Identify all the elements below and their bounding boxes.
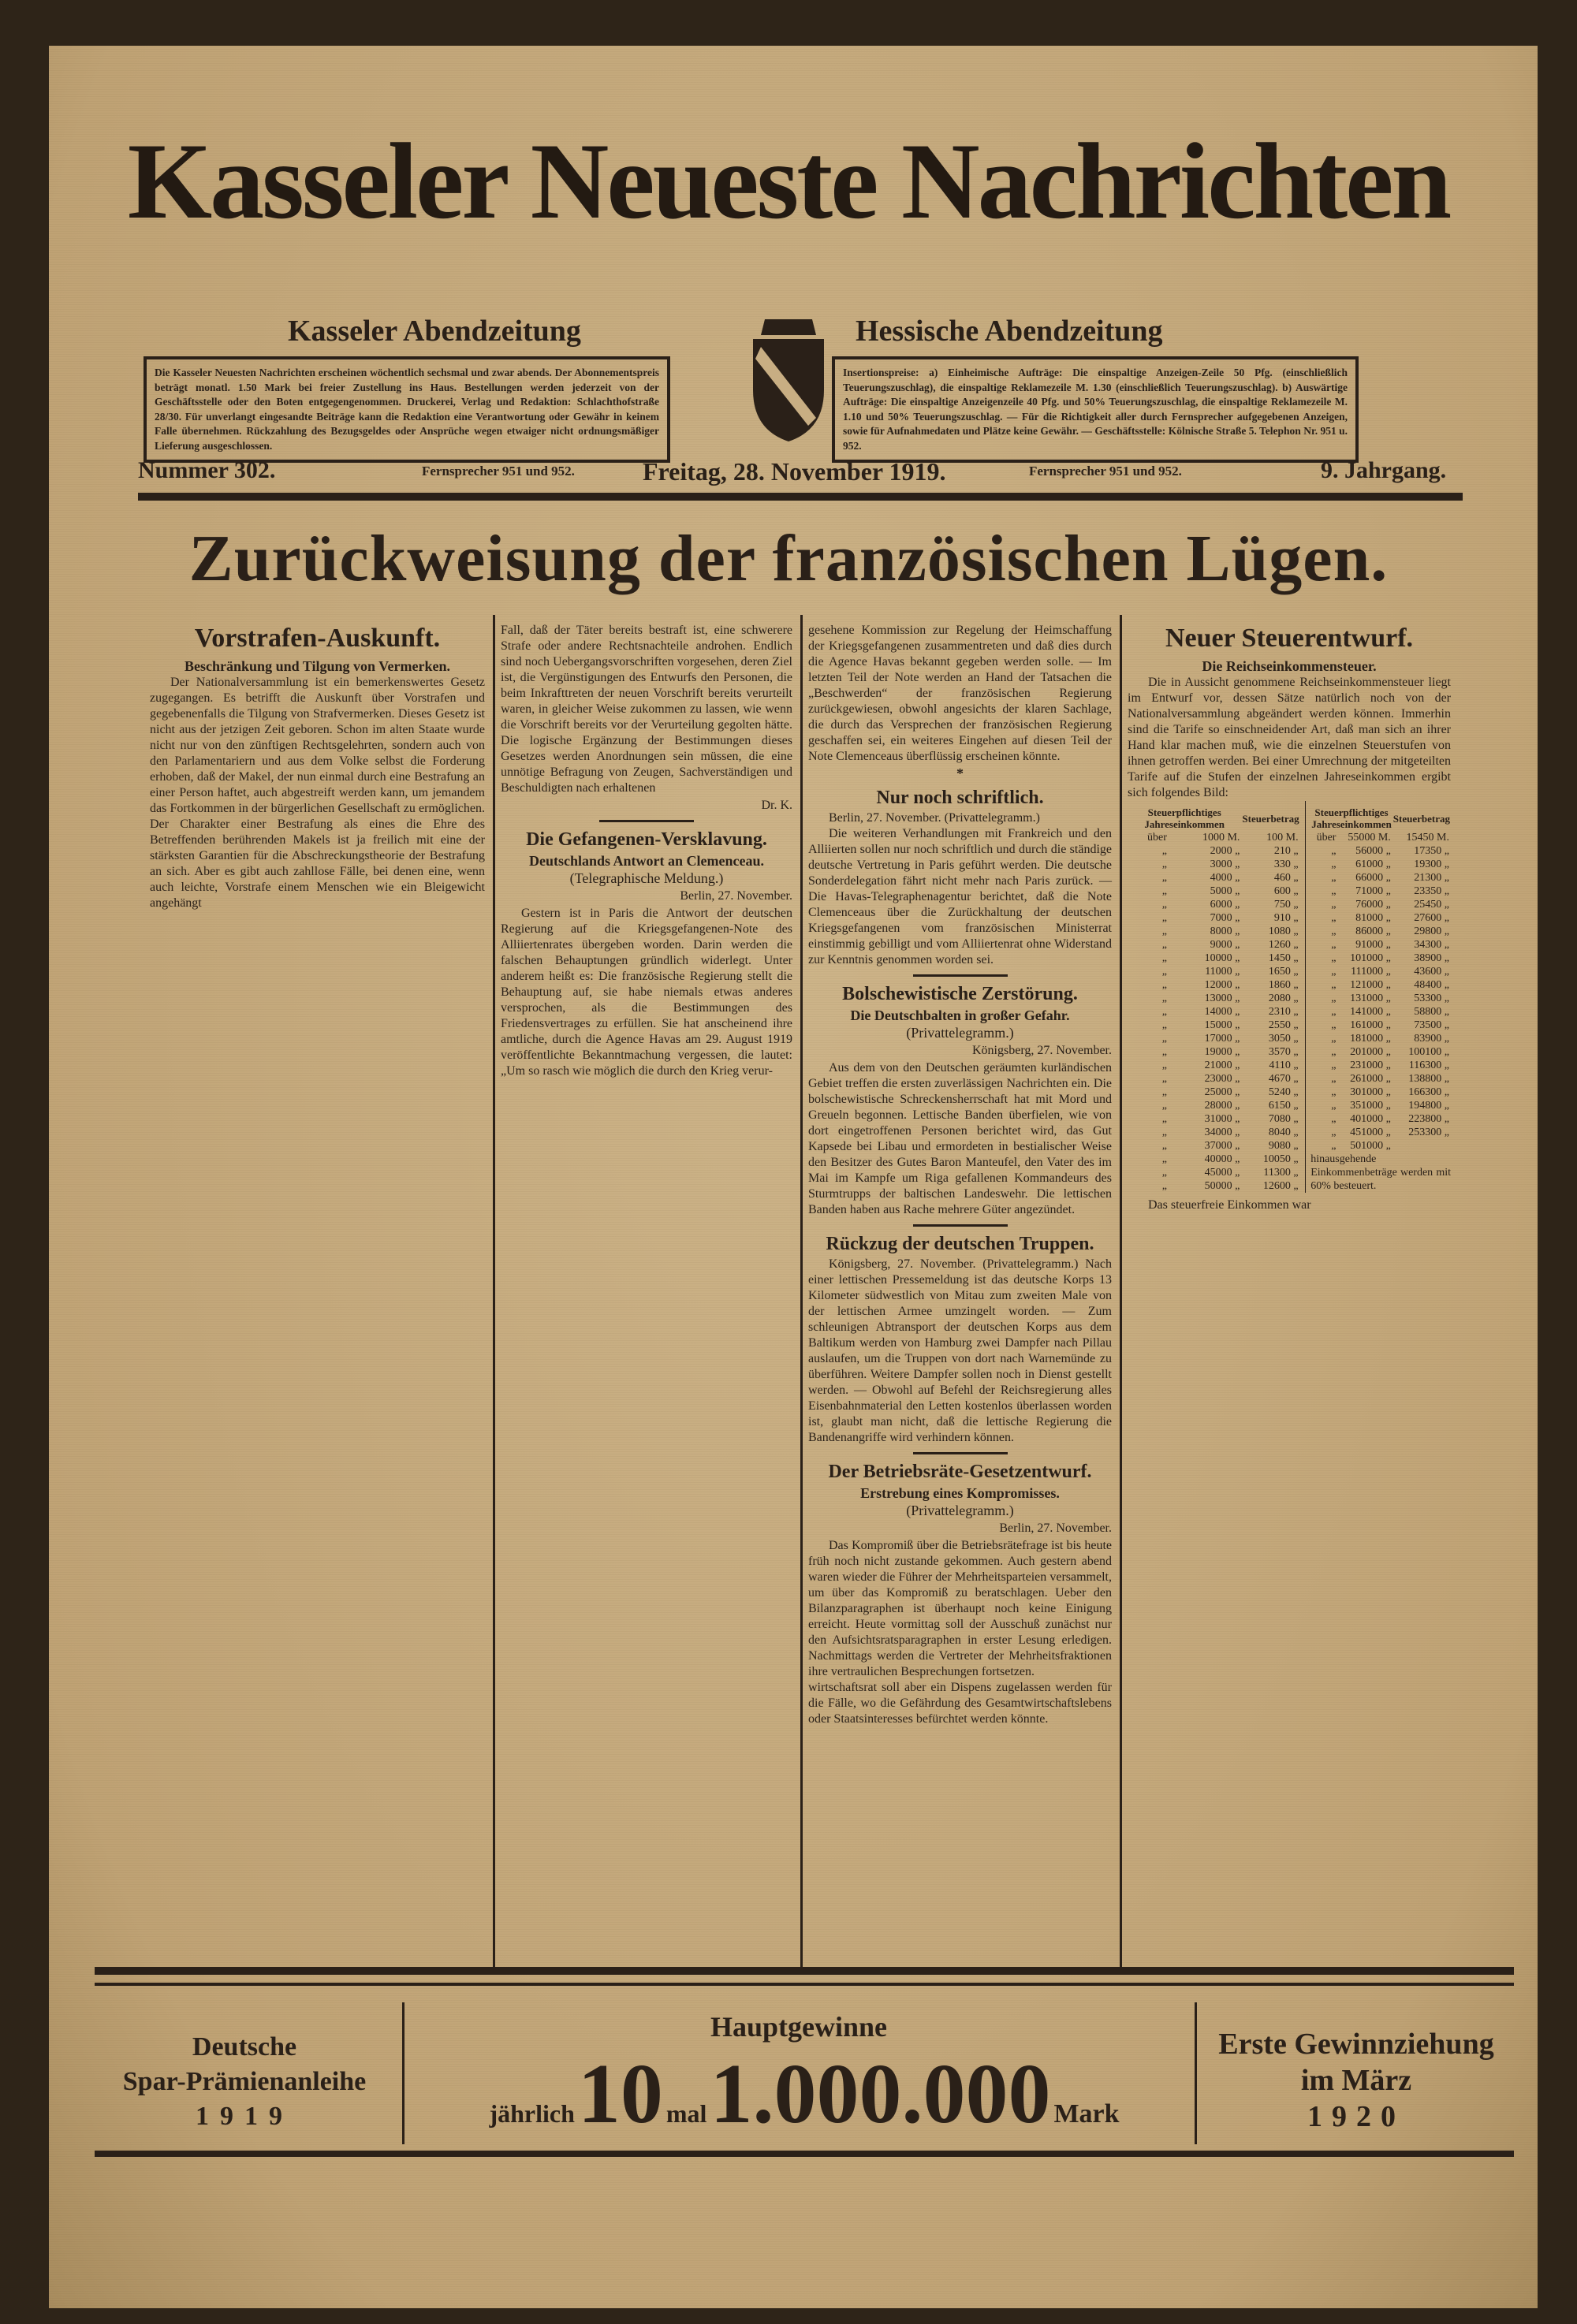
taxable-income: 15000 „ <box>1204 1019 1240 1031</box>
table-row <box>1310 1032 1451 1045</box>
taxable-income: 131000 „ <box>1350 993 1391 1004</box>
article-title: Bolschewistische Zerstörung. <box>842 984 1078 1004</box>
tax-amount: 10050 „ <box>1262 1153 1299 1165</box>
taxable-income: 21000 „ <box>1204 1060 1240 1071</box>
table-header: Steuerbetrag <box>1392 812 1450 825</box>
taxable-income: 40000 „ <box>1204 1153 1240 1165</box>
taxable-income: 86000 „ <box>1355 926 1391 937</box>
row-prefix: „ <box>1161 912 1167 924</box>
ad-text: Mark <box>1053 2099 1120 2128</box>
row-prefix: „ <box>1161 993 1167 1004</box>
article-body: Gestern ist in Paris die Antwort der deutschen Regierung auf die Kriegsgefangenen-Note des Alliiertenrates übergeben worden. Darin werden die falschen Behauptungen gründlich widerlegt. Unter anderem heißt es: Die französische Regierung stellt die Behauptung auf, sie habe niemals etwas anderes versprochen, als die Bestimmungen des Friedensvertrages zu erfüllen. Sie hat anscheinend ihre amtliche, durch die Agence Havas am 29. August 1919 veröffentlichte Bekanntmachung vergessen, die lautet: „Um so rasch wie möglich die durch den Krieg verur- <box>501 907 792 1078</box>
row-prefix: „ <box>1161 858 1167 870</box>
row-prefix: „ <box>1161 1100 1167 1112</box>
taxable-income: 31000 „ <box>1204 1113 1240 1125</box>
taxable-income: 201000 „ <box>1350 1046 1391 1058</box>
column-divider <box>800 615 803 1967</box>
masthead-title: Kasseler Neueste Nachrichten <box>127 121 1450 241</box>
subscription-info-box: Die Kasseler Neuesten Nachrichten erscheinen wöchentlich sechsmal und zwar abends. Der Abonnementspreis beträgt monatl. 1.50 Mark bei freier Zustellung ins Haus. Bestellungen werden jederzeit von der Geschäftsstelle oder den Boten entgegengenommen. Druckerei, Verlag und Redaktion: Schlachthofstraße 28/30. Für unverlangt eingesandte Beiträge kann die Redaktion eine Verantwortung oder Gewähr in keinem Falle übernehmen. Rückzahlung des Bezugsgeldes oder Ansprüche wegen etwaiger nicht ordnungsmäßiger Lieferung ausgeschlossen. <box>144 356 670 463</box>
row-prefix: „ <box>1331 845 1337 857</box>
tax-amount: 34300 „ <box>1414 939 1449 951</box>
row-prefix: „ <box>1331 1033 1337 1045</box>
row-prefix: „ <box>1331 1100 1337 1112</box>
row-prefix: „ <box>1331 899 1337 911</box>
table-row <box>1310 885 1451 898</box>
phone-numbers-right: Fernsprecher 951 und 952. <box>1029 464 1182 479</box>
table-row <box>1128 1112 1300 1126</box>
table-row <box>1310 992 1451 1005</box>
taxable-income: 61000 „ <box>1355 858 1391 870</box>
table-row <box>1128 1045 1300 1059</box>
row-prefix: „ <box>1331 858 1337 870</box>
tax-amount: 210 „ <box>1273 845 1299 857</box>
taxable-income: 19000 „ <box>1204 1046 1240 1058</box>
article-title: Die Gefangenen-Versklavung. <box>526 829 767 850</box>
ad-year: 1919 <box>196 2102 293 2131</box>
volume-number: 9. Jahrgang. <box>1321 457 1447 483</box>
row-prefix: „ <box>1331 912 1337 924</box>
table-row <box>1128 1166 1300 1179</box>
table-row <box>1310 952 1451 965</box>
taxable-income: 401000 „ <box>1350 1113 1391 1125</box>
tax-amount: 2550 „ <box>1268 1019 1299 1031</box>
table-row <box>1128 978 1300 992</box>
table-row <box>1310 1072 1451 1086</box>
article-body: Die in Aussicht genommene Reichseinkommensteuer liegt im Entwurf vor, dessen Sätze natürlich noch von der Nationalversammlung abgeändert werden können. Immerhin sind die Tarife so einschneidender Art, daß man sich an ihrer Hand klar machen muß, wie die einzelnen Steuerstufen von ihnen getroffen werden. Bei einer Umrechnung der mitgeteilten Tarife auf die Stufen der einzelnen Jahreseinkommen ergibt sich folgendes Bild: <box>1128 676 1451 799</box>
divider <box>599 820 694 822</box>
ad-text: Deutsche <box>192 2032 297 2061</box>
tax-amount: 100100 „ <box>1408 1046 1449 1058</box>
column-3 <box>808 623 1112 1963</box>
tax-amount: 6150 „ <box>1268 1100 1299 1112</box>
tax-amount: 17350 „ <box>1414 845 1449 857</box>
table-row <box>1128 844 1300 858</box>
taxable-income: 3000 „ <box>1210 858 1240 870</box>
row-prefix: „ <box>1161 885 1167 897</box>
table-header: Steuerpflichtiges Jahreseinkommen <box>1311 806 1392 830</box>
article-source: (Telegraphische Meldung.) <box>569 870 724 886</box>
tax-amount: 460 „ <box>1273 872 1299 884</box>
tax-amount: 7080 „ <box>1268 1113 1299 1125</box>
asterisk-divider: * <box>956 765 964 781</box>
row-prefix: „ <box>1331 1006 1337 1018</box>
coat-of-arms-icon <box>741 311 836 445</box>
row-prefix: „ <box>1161 1060 1167 1071</box>
taxable-income: 12000 „ <box>1204 979 1240 991</box>
taxable-income: 56000 „ <box>1355 845 1391 857</box>
taxable-income: 501000 „ <box>1350 1140 1391 1152</box>
tax-amount: 330 „ <box>1273 858 1299 870</box>
article-title: Der Betriebsräte-Gesetzentwurf. <box>828 1462 1092 1482</box>
table-row <box>1310 1126 1451 1139</box>
article-body: gesehene Kommission zur Regelung der Heimschaffung der Kriegsgefangenen zusammentreten und daß dies durch die Agence Havas bekannt gegeben werden solle. — Im letzten Teil der Note werden an Hand der Tatsachen die „Beschwerden“ der französischen Regierung zurückgewiesen, obwohl angesichts der klaren Sachlage, die durch das Versprechen der französischen Regierung geschaffen sei, ein weiteres Eingehen auf diesen Teil der Note Clemenceaus überflüssig erscheinen könnte. <box>808 624 1112 763</box>
tax-amount: 15450 M. <box>1406 832 1449 844</box>
table-row <box>1310 1139 1451 1153</box>
column-divider <box>493 615 495 1967</box>
article-dateline: Berlin, 27. November. <box>999 1521 1112 1535</box>
tax-amount: 4110 „ <box>1269 1060 1299 1071</box>
article-subtitle: Die Deutschbalten in großer Gefahr. <box>850 1007 1070 1023</box>
table-row <box>1128 925 1300 938</box>
article-body: Aus dem von den Deutschen geräumten kurländischen Gebiet treffen die ersten zuverlässigen Nachrichten ein. Die bolschewistische Schreckensherrschaft hat mit Mord und Greueln begonnen. Lettische Banden überfielen, wie von dort eingetroffenen Personen berichtet wird, das Gut Kapsede bei Libau und ermordeten in bestialischer Weise den Besitzer des Gutes Baron Manteufel, den Vater des im Mai im Kampfe um Riga gefallenen Kommandeurs des Sturmtrupps der baltischen Landeswehr. Die lettischen Banden haben aus Rache mehrere Güter angezündet. <box>808 1061 1112 1216</box>
tax-amount: 2080 „ <box>1268 993 1299 1004</box>
tax-amount: 138800 „ <box>1408 1073 1449 1085</box>
table-row <box>1310 898 1451 911</box>
article-dateline: Königsberg, 27. November. <box>971 1044 1112 1057</box>
tax-amount: 600 „ <box>1273 885 1299 897</box>
taxable-income: 45000 „ <box>1204 1167 1240 1179</box>
taxable-income: 71000 „ <box>1355 885 1391 897</box>
tax-amount: 223800 „ <box>1408 1113 1449 1125</box>
divider <box>138 493 1463 501</box>
taxable-income: 7000 „ <box>1210 912 1240 924</box>
article-source: (Privattelegramm.) <box>906 1025 1014 1041</box>
row-prefix: „ <box>1161 1180 1167 1192</box>
article-body: Das steuerfreie Einkommen war <box>1148 1198 1311 1212</box>
ad-text: mal <box>665 2099 707 2128</box>
row-prefix: „ <box>1161 966 1167 978</box>
article-subtitle: Die Reichseinkommensteuer. <box>1202 658 1377 674</box>
taxable-income: 5000 „ <box>1210 885 1240 897</box>
row-prefix: „ <box>1161 1006 1167 1018</box>
tax-amount: 2310 „ <box>1268 1006 1299 1018</box>
table-row <box>1128 1139 1300 1153</box>
row-prefix: „ <box>1331 1086 1337 1098</box>
tax-amount: 83900 „ <box>1414 1033 1449 1045</box>
ad-text: im März <box>1300 2064 1412 2097</box>
row-prefix: über <box>1316 832 1337 844</box>
column-divider <box>1305 801 1307 1193</box>
tax-amount: 5240 „ <box>1268 1086 1299 1098</box>
row-prefix: „ <box>1161 1140 1167 1152</box>
taxable-income: 351000 „ <box>1350 1100 1391 1112</box>
table-row <box>1310 831 1451 844</box>
table-row <box>1310 858 1451 871</box>
tax-amount: 48400 „ <box>1414 979 1449 991</box>
ad-text: Spar-Prämienanleihe <box>122 2067 367 2096</box>
table-row <box>1310 911 1451 925</box>
taxable-income: 28000 „ <box>1204 1100 1240 1112</box>
taxable-income: 161000 „ <box>1350 1019 1391 1031</box>
tax-amount: 1080 „ <box>1268 926 1299 937</box>
taxable-income: 301000 „ <box>1350 1086 1391 1098</box>
row-prefix: „ <box>1161 1113 1167 1125</box>
taxable-income: 6000 „ <box>1210 899 1240 911</box>
masthead-subtitle-left: Kasseler Abendzeitung <box>288 315 581 348</box>
table-row <box>1128 898 1300 911</box>
tax-amount: 910 „ <box>1273 912 1299 924</box>
tax-amount: 73500 „ <box>1414 1019 1449 1031</box>
tax-amount: 253300 „ <box>1408 1127 1449 1138</box>
taxable-income: 121000 „ <box>1350 979 1391 991</box>
table-row <box>1310 938 1451 952</box>
column-2 <box>501 623 792 1963</box>
table-row <box>1128 1059 1300 1072</box>
row-prefix: „ <box>1161 1073 1167 1085</box>
table-row <box>1310 1086 1451 1099</box>
article-body: Die weiteren Verhandlungen mit Frankreich und den Alliierten sollen nur noch schriftlich und durch die ständige deutsche Vertretung in Paris geführt werden. Die deutsche Sonderdelegation fährt nicht mehr nach Paris zurück. — Die Havas-Telegraphenagentur berichtet, daß die Note Clemenceaus über die Zurückhaltung der deutschen Kriegsgefangenen vom französischen Ministerrat einstimmig gebilligt und vom Alliiertenrat ohne Widerstand zur Kenntnis genommen worden sei. <box>808 827 1112 966</box>
table-row <box>1310 1059 1451 1072</box>
masthead-subtitle-right: Hessische Abendzeitung <box>856 315 1163 348</box>
tax-table-left <box>1128 806 1300 1193</box>
table-row <box>1128 831 1300 844</box>
divider <box>95 2151 1514 2157</box>
article-dateline: Berlin, 27. November. (Privattelegramm.) <box>829 811 1040 825</box>
article-subtitle: Deutschlands Antwort an Clemenceau. <box>528 853 764 869</box>
tax-amount <box>1392 1139 1451 1153</box>
table-row <box>1310 1045 1451 1059</box>
table-header: Steuerpflichtiges Jahreseinkommen <box>1144 806 1225 830</box>
table-row <box>1128 1099 1300 1112</box>
row-prefix: „ <box>1331 1019 1337 1031</box>
advertisement-spar-praemienanleihe <box>95 2002 1514 2152</box>
table-row <box>1128 965 1300 978</box>
table-row <box>1310 844 1451 858</box>
tax-amount: 11300 „ <box>1263 1167 1299 1179</box>
article-vorstrafen <box>150 623 485 1963</box>
table-row <box>1128 1072 1300 1086</box>
row-prefix: „ <box>1161 1127 1167 1138</box>
row-prefix: „ <box>1161 1046 1167 1058</box>
table-row <box>1310 1005 1451 1019</box>
row-prefix: „ <box>1331 939 1337 951</box>
table-row <box>1310 1112 1451 1126</box>
article-signature: Dr. K. <box>761 799 792 812</box>
tax-amount: 58800 „ <box>1414 1006 1449 1018</box>
tax-amount: 166300 „ <box>1408 1086 1449 1098</box>
row-prefix: „ <box>1161 899 1167 911</box>
tax-amount: 1650 „ <box>1268 966 1299 978</box>
tax-amount: 53300 „ <box>1414 993 1449 1004</box>
row-prefix: „ <box>1161 1019 1167 1031</box>
table-row <box>1128 1126 1300 1139</box>
row-prefix: „ <box>1331 1140 1337 1152</box>
ad-year: 1920 <box>1307 2100 1405 2133</box>
row-prefix: „ <box>1331 926 1337 937</box>
row-prefix: „ <box>1331 979 1337 991</box>
taxable-income: 10000 „ <box>1204 952 1240 964</box>
table-row <box>1310 871 1451 885</box>
tax-amount: 25450 „ <box>1414 899 1449 911</box>
article-body: wirtschaftsrat soll aber ein Dispens zugelassen werden für die Fälle, wo die Gefährdung des Gesamtwirtschaftslebens oder Staatsinteresses befürchtet werden könnte. <box>808 1681 1112 1726</box>
tax-amount: 1860 „ <box>1268 979 1299 991</box>
taxable-income: 9000 „ <box>1210 939 1240 951</box>
taxable-income: 11000 „ <box>1205 966 1240 978</box>
taxable-income: 81000 „ <box>1355 912 1391 924</box>
article-body: Der Nationalversammlung ist ein bemerkenswertes Gesetz zugegangen. Es betrifft die Auskunft über Vorstrafen und gegebenenfalls die Tilgung von Strafvermerken. Dieses Gesetz ist nicht aus der jetzigen Zeit geboren. Schon im alten Staate wurde nicht nur von den zünftigen Rechtsgelehrten, sondern auch von den Parlamentariern und aus dem Volke selbst die Forderung erhoben, daß der Makel, der nun einmal durch eine Bestrafung an einer Person haftet, auch abgestreift werden kann, um jemandem das Fortkommen in der bürgerlichen Gesellschaft zu ermöglichen. Der Charakter einer Bestrafung als eines die Ehre des Betreffenden berührenden Makels ist ja freilich mit eine der stärksten Garantien für die Abschreckungstheorie der Bestrafung an sich. Aber es gibt auch zahllose Fälle, bei denen eine, wenn auch leichte, Vorstrafe einem Menschen wie ein Bleigewicht angehängt <box>150 676 485 910</box>
tax-amount: 116300 „ <box>1408 1060 1449 1071</box>
tax-amount: 21300 „ <box>1414 872 1449 884</box>
row-prefix: über <box>1147 832 1167 844</box>
taxable-income: 181000 „ <box>1350 1033 1391 1045</box>
ad-heading: Hauptgewinne <box>710 2011 888 2043</box>
row-prefix: „ <box>1161 872 1167 884</box>
article-steuerentwurf <box>1128 623 1451 1963</box>
table-header: Steuerbetrag <box>1242 812 1299 825</box>
taxable-income: 66000 „ <box>1355 872 1391 884</box>
taxable-income: 14000 „ <box>1204 1006 1240 1018</box>
article-dateline: Berlin, 27. November. <box>680 889 792 903</box>
table-row <box>1310 925 1451 938</box>
article-title: Rückzug der deutschen Truppen. <box>826 1234 1094 1254</box>
tax-amount: 3050 „ <box>1268 1033 1299 1045</box>
tax-amount: 1260 „ <box>1268 939 1299 951</box>
taxable-income: 451000 „ <box>1350 1127 1391 1138</box>
article-body: Königsberg, 27. November. (Privattelegramm.) Nach einer lettischen Pressemeldung ist das deutsche Korps 13 Kilometer südwestlich von Mitau zum zweiten Male von der lettischen Armee umzingelt worden. — Zum schleunigen Abtransport der deutschen Korps aus dem Baltikum werden von Hamburg zwei Dampfer nach Pillau auslaufen, um die Truppen von dort nach Warnemünde zu überführen. Weitere Dampfer sollen noch in Dienst gestellt werden. — Obwohl auf Befehl der Reichsregierung alles Eisenbahnmaterial den Letten kostenlos überlassen worden ist, glaubt man nicht, daß die lettische Regierung die Bandenangriffe wird verhindern können. <box>808 1257 1112 1444</box>
table-row <box>1128 1179 1300 1193</box>
divider <box>913 974 1008 977</box>
tax-amount: 1450 „ <box>1268 952 1299 964</box>
taxable-income: 2000 „ <box>1210 845 1240 857</box>
divider <box>913 1452 1008 1454</box>
row-prefix: „ <box>1331 1113 1337 1125</box>
ad-text: jährlich <box>489 2099 575 2128</box>
divider <box>95 1967 1514 1975</box>
main-headline: Zurückweisung der französischen Lügen. <box>188 522 1389 595</box>
article-subtitle: Erstrebung eines Kompromisses. <box>860 1485 1060 1501</box>
table-row <box>1128 952 1300 965</box>
taxable-income: 231000 „ <box>1350 1060 1391 1071</box>
taxable-income: 4000 „ <box>1210 872 1240 884</box>
tax-amount: 23350 „ <box>1414 885 1449 897</box>
tax-amount: 29800 „ <box>1414 926 1449 937</box>
row-prefix: „ <box>1161 1086 1167 1098</box>
row-prefix: „ <box>1161 952 1167 964</box>
table-row <box>1128 871 1300 885</box>
article-body: Das Kompromiß über die Betriebsrätefrage ist bis heute früh noch nicht zustande gekommen. Auch gestern abend waren wieder die Führer der Mehrheitsparteien versammelt, um über das Kompromiß zu beratschlagen. Ueber den Bilanzparagraphen ist überhaupt noch keine Einigung erreicht. Heute vormittag soll der Ausschuß zunächst nur den Aufsichtsratsparagraphen in erster Lesung erledigen. Nachmittags werden die Vertreter der Mehrheitsfraktionen ihre vertraulichen Besprechungen fortsetzen. <box>808 1539 1112 1678</box>
phone-numbers-left: Fernsprecher 951 und 952. <box>422 464 575 479</box>
column-divider <box>1120 615 1122 1967</box>
table-row <box>1310 1019 1451 1032</box>
table-row <box>1310 1099 1451 1112</box>
table-row <box>1128 858 1300 871</box>
tax-amount: 38900 „ <box>1414 952 1449 964</box>
tax-table-right <box>1310 806 1451 1153</box>
article-subtitle: Beschränkung und Tilgung von Vermerken. <box>185 658 450 674</box>
tax-amount: 9080 „ <box>1268 1140 1299 1152</box>
ad-text: Erste Gewinnziehung <box>1218 2028 1494 2061</box>
article-source: (Privattelegramm.) <box>906 1503 1014 1518</box>
table-row <box>1128 1153 1300 1166</box>
ad-number: 10 <box>577 2047 663 2141</box>
divider <box>95 1983 1514 1986</box>
table-row <box>1128 992 1300 1005</box>
taxable-income: 261000 „ <box>1350 1073 1391 1085</box>
taxable-income: 76000 „ <box>1355 899 1391 911</box>
row-prefix: „ <box>1161 845 1167 857</box>
row-prefix: „ <box>1331 1046 1337 1058</box>
issue-number: Nummer 302. <box>138 457 276 483</box>
row-prefix: „ <box>1161 1167 1167 1179</box>
table-row <box>1128 911 1300 925</box>
taxable-income: 34000 „ <box>1204 1127 1240 1138</box>
row-prefix: „ <box>1331 1127 1337 1138</box>
taxable-income: 55000 M. <box>1348 832 1391 844</box>
row-prefix: „ <box>1161 979 1167 991</box>
row-prefix: „ <box>1161 926 1167 937</box>
ad-amount: 1.000.000 <box>710 2047 1051 2141</box>
dateline-bar <box>138 457 1463 490</box>
table-row <box>1128 938 1300 952</box>
table-row <box>1128 1086 1300 1099</box>
taxable-income: 91000 „ <box>1355 939 1391 951</box>
tax-amount: 19300 „ <box>1414 858 1449 870</box>
taxable-income: 1000 M. <box>1202 832 1240 844</box>
row-prefix: „ <box>1331 966 1337 978</box>
tax-amount: 3570 „ <box>1268 1046 1299 1058</box>
row-prefix: „ <box>1161 1033 1167 1045</box>
table-row <box>1128 1005 1300 1019</box>
taxable-income: 50000 „ <box>1204 1180 1240 1192</box>
row-prefix: „ <box>1331 1060 1337 1071</box>
taxable-income: 37000 „ <box>1204 1140 1240 1152</box>
taxable-income: 111000 „ <box>1351 966 1391 978</box>
table-row <box>1310 978 1451 992</box>
taxable-income: 141000 „ <box>1350 1006 1391 1018</box>
row-prefix: „ <box>1161 939 1167 951</box>
taxable-income: 8000 „ <box>1210 926 1240 937</box>
taxable-income: 101000 „ <box>1350 952 1391 964</box>
table-row <box>1128 1019 1300 1032</box>
table-row <box>1128 1032 1300 1045</box>
row-prefix: „ <box>1331 952 1337 964</box>
tax-amount: 8040 „ <box>1268 1127 1299 1138</box>
tax-amount: 100 M. <box>1266 832 1299 844</box>
table-row <box>1128 885 1300 898</box>
table-note: hinausgehende Einkommenbeträge werden mit 60% besteuert. <box>1310 1153 1451 1192</box>
tax-amount: 43600 „ <box>1414 966 1449 978</box>
tax-amount: 12600 „ <box>1262 1180 1299 1192</box>
row-prefix: „ <box>1331 1073 1337 1085</box>
row-prefix: „ <box>1331 885 1337 897</box>
tax-amount: 27600 „ <box>1414 912 1449 924</box>
issue-date: Freitag, 28. November 1919. <box>643 457 946 486</box>
divider <box>1195 2002 1197 2144</box>
table-row <box>1310 965 1451 978</box>
tax-amount: 4670 „ <box>1268 1073 1299 1085</box>
tax-amount: 750 „ <box>1273 899 1299 911</box>
taxable-income: 17000 „ <box>1204 1033 1240 1045</box>
article-title: Nur noch schriftlich. <box>876 788 1044 808</box>
divider <box>913 1224 1008 1227</box>
advertising-rates-box: Insertionspreise: a) Einheimische Aufträge: Die einspaltige Anzeigen-Zeile 50 Pfg. (einschließlich Teuerungszuschlag), die einspaltige Reklamezeile M. 1.30 (einschließlich Teuerungszuschlag). b) Auswärtige Aufträge: Die einspaltige Anzeigenzeile 40 Pfg. und 50% Teuerungszuschlag, die einspaltige Reklamezeile M. 1.10 und 50% Teuerungszuschlag. — Für die Richtigkeit aller durch Fernsprecher aufgegebenen Anzeigen, sowie für Aufnahmedaten und Plätze keine Gewähr. — Geschäftsstelle: Kölnische Straße 5. Telephon Nr. 951 u. 952. <box>832 356 1359 463</box>
article-title: Vorstrafen-Auskunft. <box>194 624 441 653</box>
article-body: Fall, daß der Täter bereits bestraft ist, eine schwerere Strafe oder andere Rechtsnachteile androhen. Endlich sind noch Uebergangsvorschriften vorgesehen, deren Ziel ist, die Vergünstigungen des Entwurfs den Personen, die beim Inkrafttreten der neuen Vorschrift bereits verurteilt waren, in gleicher Weise zukommen zu lassen, wie wenn die Vorschrift bereits vor der Verurteilung gegolten hätte. Die logische Ergänzung der Bestimmungen dieses Gesetzes werden Anordnungen sein müssen, die eine unnötige Befragung von Zeugen, Sachverständigen und Beschuldigten nach erhaltenen <box>501 624 792 795</box>
taxable-income: 25000 „ <box>1204 1086 1240 1098</box>
tax-amount: 194800 „ <box>1408 1100 1449 1112</box>
taxable-income: 13000 „ <box>1204 993 1240 1004</box>
taxable-income: 23000 „ <box>1204 1073 1240 1085</box>
article-title: Neuer Steuerentwurf. <box>1165 624 1414 653</box>
row-prefix: „ <box>1331 872 1337 884</box>
row-prefix: „ <box>1161 1153 1167 1165</box>
row-prefix: „ <box>1331 993 1337 1004</box>
